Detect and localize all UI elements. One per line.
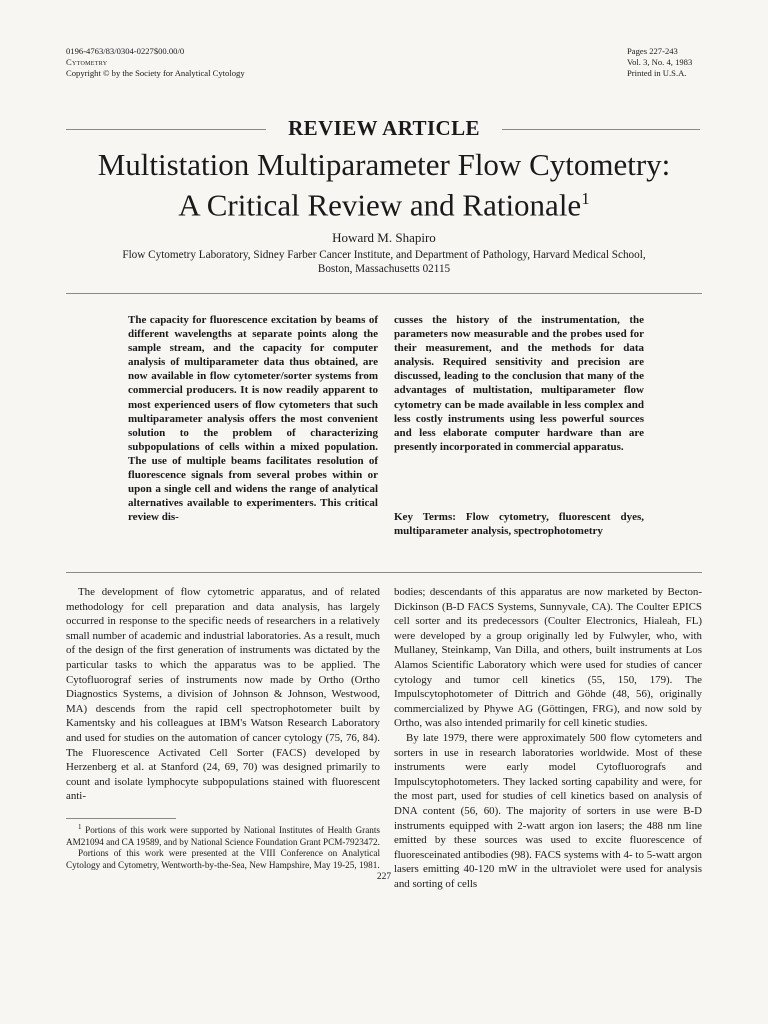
journal-meta — [66, 46, 245, 79]
divider-abstract — [66, 293, 702, 294]
key-terms: Key Terms: Flow cytometry, fluorescent dyes, multiparameter analysis, spectrophotometry — [394, 511, 644, 538]
body-column-1 — [66, 585, 380, 804]
pages-line: Pages 227-243 — [627, 46, 678, 56]
body-paragraph-continued: bodies; descendants of this apparatus are now marketed by Becton-Dickinson (B-D FACS Systems, Sunnyvale, CA). The Coulter EPICS cell sorter and its predecessors (Coulter Electronics, Hialeah, FL) were developed by a group originally led by Fulwyler, who, with Mullaney, Steinkamp, Van Dilla, and others, built instruments at Los Alamos Scientific Laboratory which were used for studies of cancer cytology and tumor cell kinetics (55, 150, 179). The Impulscytophotometer of Dittrich and Göhde (48, 56), originally commercialized by Phywe AG (Göttingen, FRG), and now sold by Ortho, was also intended primarily for cell kinetic studies. — [394, 586, 702, 730]
abstract-col-1: The capacity for fluorescence excitation by beams of different wavelengths at separate points along the sample stream, and the capacity for computer analysis of multiparameter data thus obtained, are now available in flow cytometer/sorter systems from commercial producers. It is now readily apparent to most experienced users of flow cytometers that such multiparameter analysis offers the most convenient solution to the problem of characterizing subpopulations of cells within a mixed population. The use of multiple beams facilitates resolution of fluorescence signals from several probes within or upon a single cell and widens the range of analytical alternatives available to experimenters. This critical review dis- — [128, 314, 378, 524]
issue-meta — [627, 46, 692, 79]
author-name: Howard M. Shapiro — [332, 230, 436, 245]
volume-line: Vol. 3, No. 4, 1983 — [627, 57, 693, 67]
body-paragraph: The development of flow cytometric apparatus, and of related methodology for cell preparation and data analysis, has largely occurred in response to the specific needs of researchers in a relatively small number of academic and industrial laboratories. As a result, much of the design of the first generation of instruments was dictated by the particular tasks to which the apparatus was to be applied. The Cytofluorograf series of instruments now made by Ortho (Ortho Diagnostics Systems, a division of Johnson & Johnson, Westwood, MA) descends from the rapid cell spectrophotometer built by Kamentsky and his colleagues at IBM's Watson Research Laboratory and used for studies on the automation of cancer cytology (75, 76, 84). The Fluorescence Activated Cell Sorter (FACS) developed by Herzenberg et al. at Stanford (24, 69, 70) was designed primarily to count and isolate lymphocyte subpopulations stained with fluorescent anti- — [66, 586, 380, 803]
affiliation-line-1: Flow Cytometry Laboratory, Sidney Farber Cancer Institute, and Department of Pathology, Harvard Medical School, — [122, 249, 646, 261]
footnotes — [66, 822, 380, 871]
title-line-1: Multistation Multiparameter Flow Cytometry: — [97, 147, 671, 182]
title-footnote-marker: 1 — [581, 189, 590, 208]
affiliation-line-2: Boston, Massachusetts 02115 — [317, 263, 451, 275]
copyright-line: Copyright © by the Society for Analytical Cytology — [66, 68, 245, 78]
body-column-2 — [394, 585, 702, 891]
title-line-2 — [66, 182, 702, 222]
printed-line: Printed in U.S.A. — [627, 68, 687, 78]
issn-line: 0196-4763/83/0304-0227$00.00/0 — [66, 46, 185, 56]
footnote-1 — [66, 822, 380, 848]
section-label: REVIEW ARTICLE — [288, 116, 480, 140]
footnote-1-text: Portions of this work were supported by National Institutes of Health Grants AM21094 and CA 19589, and by National Science Foundation Grant PCM-7923472. — [66, 825, 381, 847]
footnote-2: Portions of this work were presented at the VIII Conference on Analytical Cytology and Cytometry, Wentworth-by-the-Sea, New Hampshire, May 19-25, 1981. — [66, 848, 380, 870]
footnote-divider — [66, 818, 176, 819]
affiliation — [66, 248, 702, 276]
article-title — [66, 148, 702, 222]
journal-name: Cytometry — [66, 57, 108, 67]
footnote-marker: 1 — [78, 823, 82, 831]
body-paragraph: By late 1979, there were approximately 500 flow cytometers and sorters in use in research laboratories worldwide. Most of these instruments were early model Cytofluorografs and Impulscytophotometers. They lacked sorting capability and were, for the most part, used for studies of cell kinetics based on analysis of DNA content (56, 60). The majority of sorters in use were B-D instruments equipped with 2-watt argon ion lasers; the 488 nm line emitted by these sources was used to excite fluorescence of fluoresceinated antibodies (98). FACS systems with 4- to 5-watt argon lasers emitting 40-120 mW in the ultraviolet were used for analysis and sorting of cells — [394, 731, 702, 890]
divider-body — [66, 572, 702, 573]
title-line-2-text: A Critical Review and Rationale — [178, 187, 582, 223]
abstract-col-2: cusses the history of the instrumentation, the parameters now measurable and the probes used for their measurement, and the methods for data analysis. Required sensitivity and precision are discussed, leading to the conclusion that many of the advantages of multistation, multiparameter flow cytometry can be made available in less complex and less costly instruments using less powerful sources and less elaborate computer hardware than are presently incorporated in commercial apparatus. — [394, 314, 644, 453]
page-number: 227 — [376, 872, 392, 882]
